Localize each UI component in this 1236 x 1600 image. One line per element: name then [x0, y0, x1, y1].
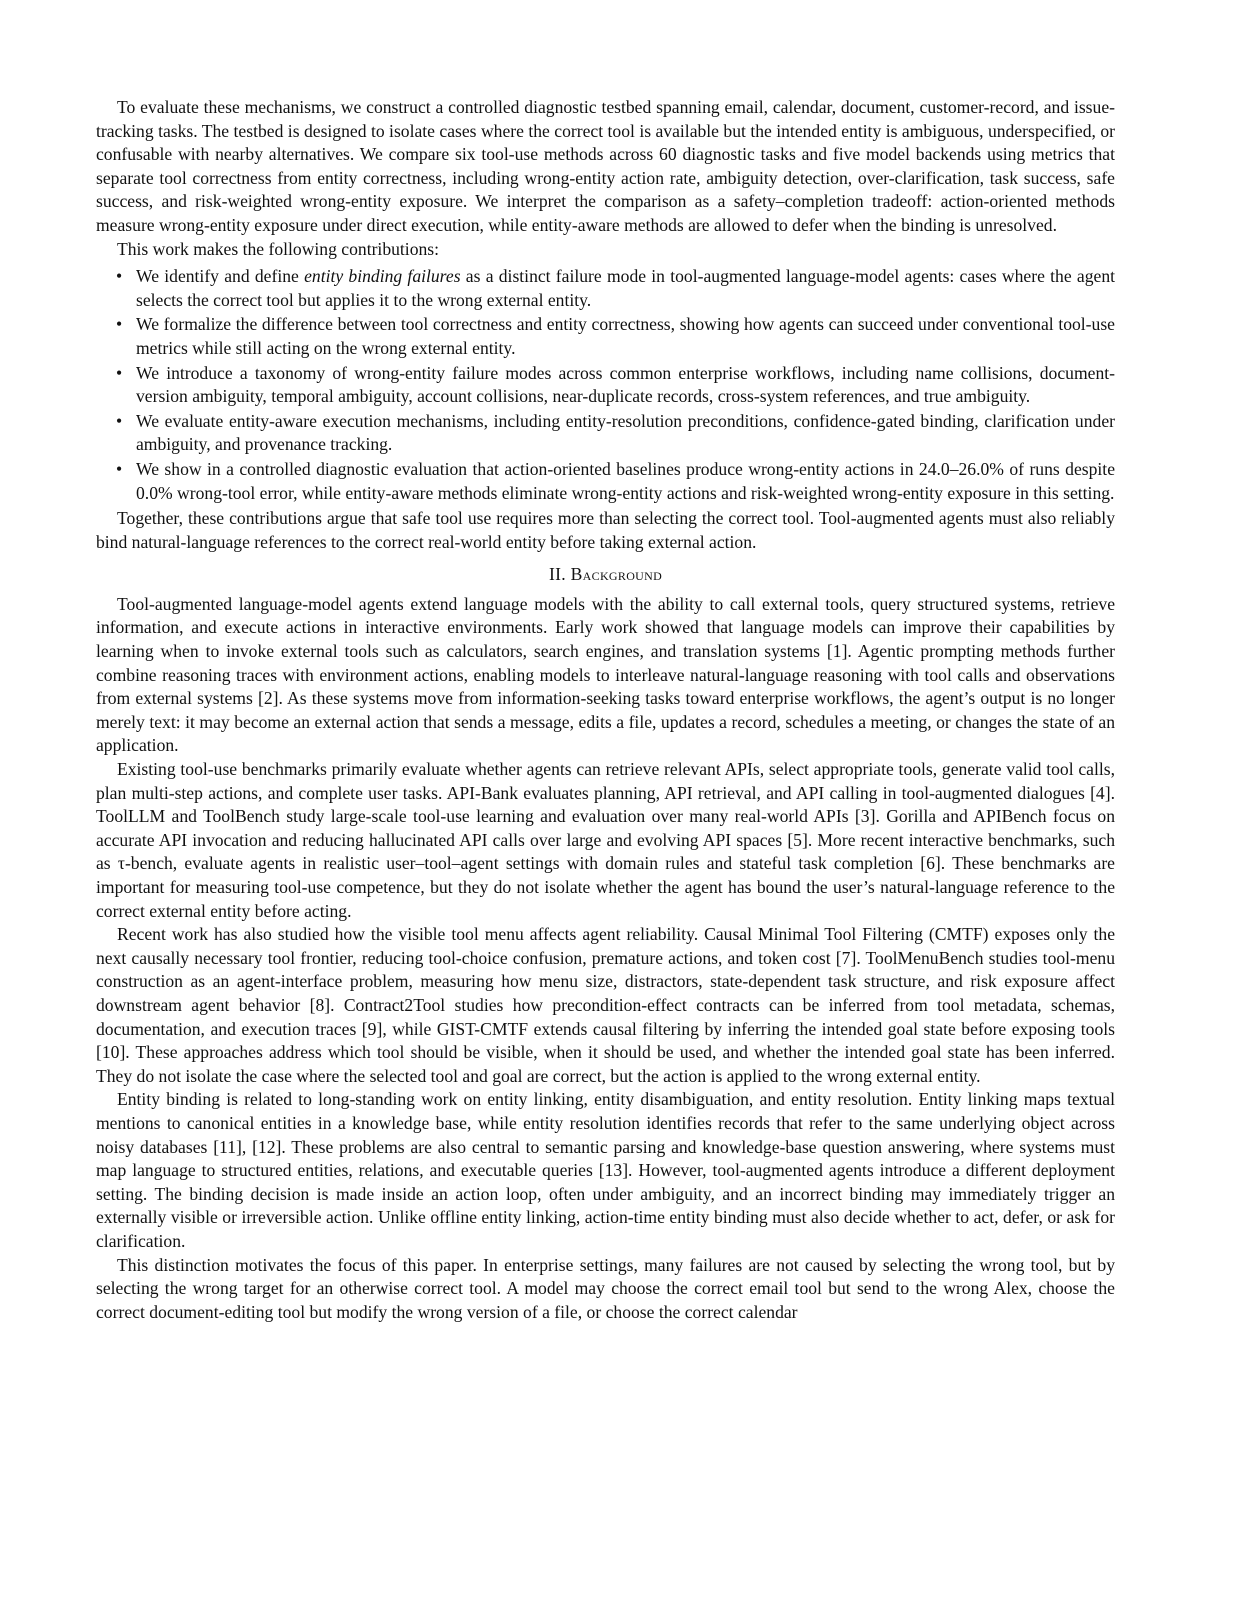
bullet-icon: •	[116, 314, 123, 335]
list-item	[96, 313, 1115, 360]
contribution-text-pre: We identify and define	[136, 266, 305, 287]
contribution-text: We evaluate entity-aware execution mechanisms, including entity-resolution preconditions, confidence-gated binding, clarification under ambiguity, and provenance tracking.	[136, 410, 1115, 455]
paragraph-background-2: Existing tool-use benchmarks primarily evaluate whether agents can retrieve relevant APIs, select appropriate tools, generate valid tool calls, plan multi-step actions, and complete user tasks. API-Bank evaluates planning, API retrieval, and API calling in tool-augmented dialogues [4]. ToolLLM and ToolBench study large-scale tool-use learning and evaluation over many real-world APIs [3]. Gorilla and APIBench focus on accurate API invocation and reducing hallucinated API calls over large and evolving API spaces [5]. More recent interactive benchmarks, such as τ-bench, evaluate agents in realistic user–tool–agent settings with domain rules and stateful task completion [6]. These benchmarks are important for measuring tool-use competence, but they do not isolate whether the agent has bound the user’s natural-language reference to the correct external entity before acting.	[96, 759, 1115, 921]
list-item	[96, 458, 1115, 505]
list-item	[96, 410, 1115, 457]
bullet-icon: •	[116, 266, 123, 287]
paper-page	[96, 96, 1115, 1324]
contribution-text-post: as a distinct failure mode in tool-augmented language-model agents: cases where the agent selects the correct tool but applies it to the wrong external entity.	[136, 266, 1115, 310]
paragraph-background-1: Tool-augmented language-model agents extend language models with the ability to call external tools, query structured systems, retrieve information, and execute actions in interactive environments. Early work showed that language models can improve their capabilities by learning when to invoke external tools such as calculators, search engines, and translation systems [1]. Agentic prompting methods further combine reasoning traces with environment actions, enabling models to interleave natural-language reasoning with tool calls and observations from external systems [2]. As these systems move from information-seeking tasks toward enterprise workflows, the agent’s output is no longer merely text: it may become an external action that sends a message, edits a file, updates a record, schedules a meeting, or changes the state of an application.	[96, 593, 1115, 756]
contribution-emphasis: entity binding failures	[304, 266, 461, 287]
paragraph-closing: Together, these contributions argue that safe tool use requires more than selecting the correct tool. Tool-augmented agents must also reliably bind natural-language references to the correct real-world entity before taking external action.	[96, 508, 1115, 552]
list-item	[96, 362, 1115, 409]
bullet-icon: •	[116, 362, 123, 383]
bullet-icon: •	[116, 458, 123, 479]
paragraph-background-3: Recent work has also studied how the visible tool menu affects agent reliability. Causal Minimal Tool Filtering (CMTF) exposes only the next causally necessary tool frontier, reducing tool-choice confusion, premature actions, and token cost [7]. ToolMenuBench studies tool-menu construction as an agent-interface problem, measuring how menu size, distractors, state-dependent task structure, and risk exposure affect downstream agent behavior [8]. Contract2Tool studies how precondition-effect contracts can be inferred from tool metadata, schemas, documentation, and execution traces [9], while GIST-CMTF extends causal filtering by inferring the intended goal state before exposing tools [10]. These approaches address which tool should be visible, when it should be used, and whether the intended goal state has been inferred. They do not isolate the case where the selected tool and goal are correct, but the action is applied to the wrong external entity.	[96, 924, 1115, 1086]
paragraph-testbed: To evaluate these mechanisms, we construct a controlled diagnostic testbed spanning email, calendar, document, customer-record, and issue-tracking tasks. The testbed is designed to isolate cases where the correct tool is available but the intended entity is ambiguous, underspecified, or confusable with nearby alternatives. We compare six tool-use methods across 60 diagnostic tasks and five model backends using metrics that separate tool correctness from entity correctness, including wrong-entity action rate, ambiguity detection, over-clarification, task success, safe success, and risk-weighted wrong-entity exposure. We interpret the comparison as a safety–completion tradeoff: action-oriented methods measure wrong-entity exposure under direct execution, while entity-aware methods are allowed to defer when the binding is unresolved.	[96, 97, 1115, 235]
list-item	[96, 265, 1115, 312]
contribution-text: We show in a controlled diagnostic evaluation that action-oriented baselines produce wrong-entity actions in 24.0–26.0% of runs despite 0.0% wrong-tool error, while entity-aware methods eliminate wrong-entity actions and risk-weighted wrong-entity exposure in this setting.	[136, 458, 1115, 503]
contributions-list	[96, 265, 1115, 505]
section-heading-background: II. Background	[548, 564, 663, 585]
paragraph-contributions-intro: This work makes the following contributions:	[117, 238, 440, 259]
paragraph-background-5: This distinction motivates the focus of this paper. In enterprise settings, many failures are not caused by selecting the wrong tool, but by selecting the wrong target for an otherwise correct tool. A model may choose the correct email tool but send to the wrong Alex, choose the correct document-editing tool but modify the wrong version of a file, or choose the correct calendar	[96, 1254, 1115, 1322]
paragraph-background-4: Entity binding is related to long-standing work on entity linking, entity disambiguation, and entity resolution. Entity linking maps textual mentions to canonical entities in a knowledge base, while entity resolution identifies records that refer to the same underlying object across noisy databases [11], [12]. These problems are also central to semantic parsing and knowledge-base question answering, where systems must map language to structured entities, relations, and executable queries [13]. However, tool-augmented agents introduce a different deployment setting. The binding decision is made inside an action loop, often under ambiguity, and an incorrect binding may immediately trigger an externally visible or irreversible action. Unlike offline entity linking, action-time entity binding must also decide whether to act, defer, or ask for clarification.	[96, 1089, 1115, 1251]
bullet-icon: •	[116, 410, 123, 431]
contribution-text: We introduce a taxonomy of wrong-entity failure modes across common enterprise workflows, including name collisions, document-version ambiguity, temporal ambiguity, account collisions, near-duplicate records, cross-system references, and true ambiguity.	[136, 362, 1115, 407]
contribution-text: We formalize the difference between tool correctness and entity correctness, showing how agents can succeed under conventional tool-use metrics while still acting on the wrong external entity.	[136, 314, 1115, 358]
